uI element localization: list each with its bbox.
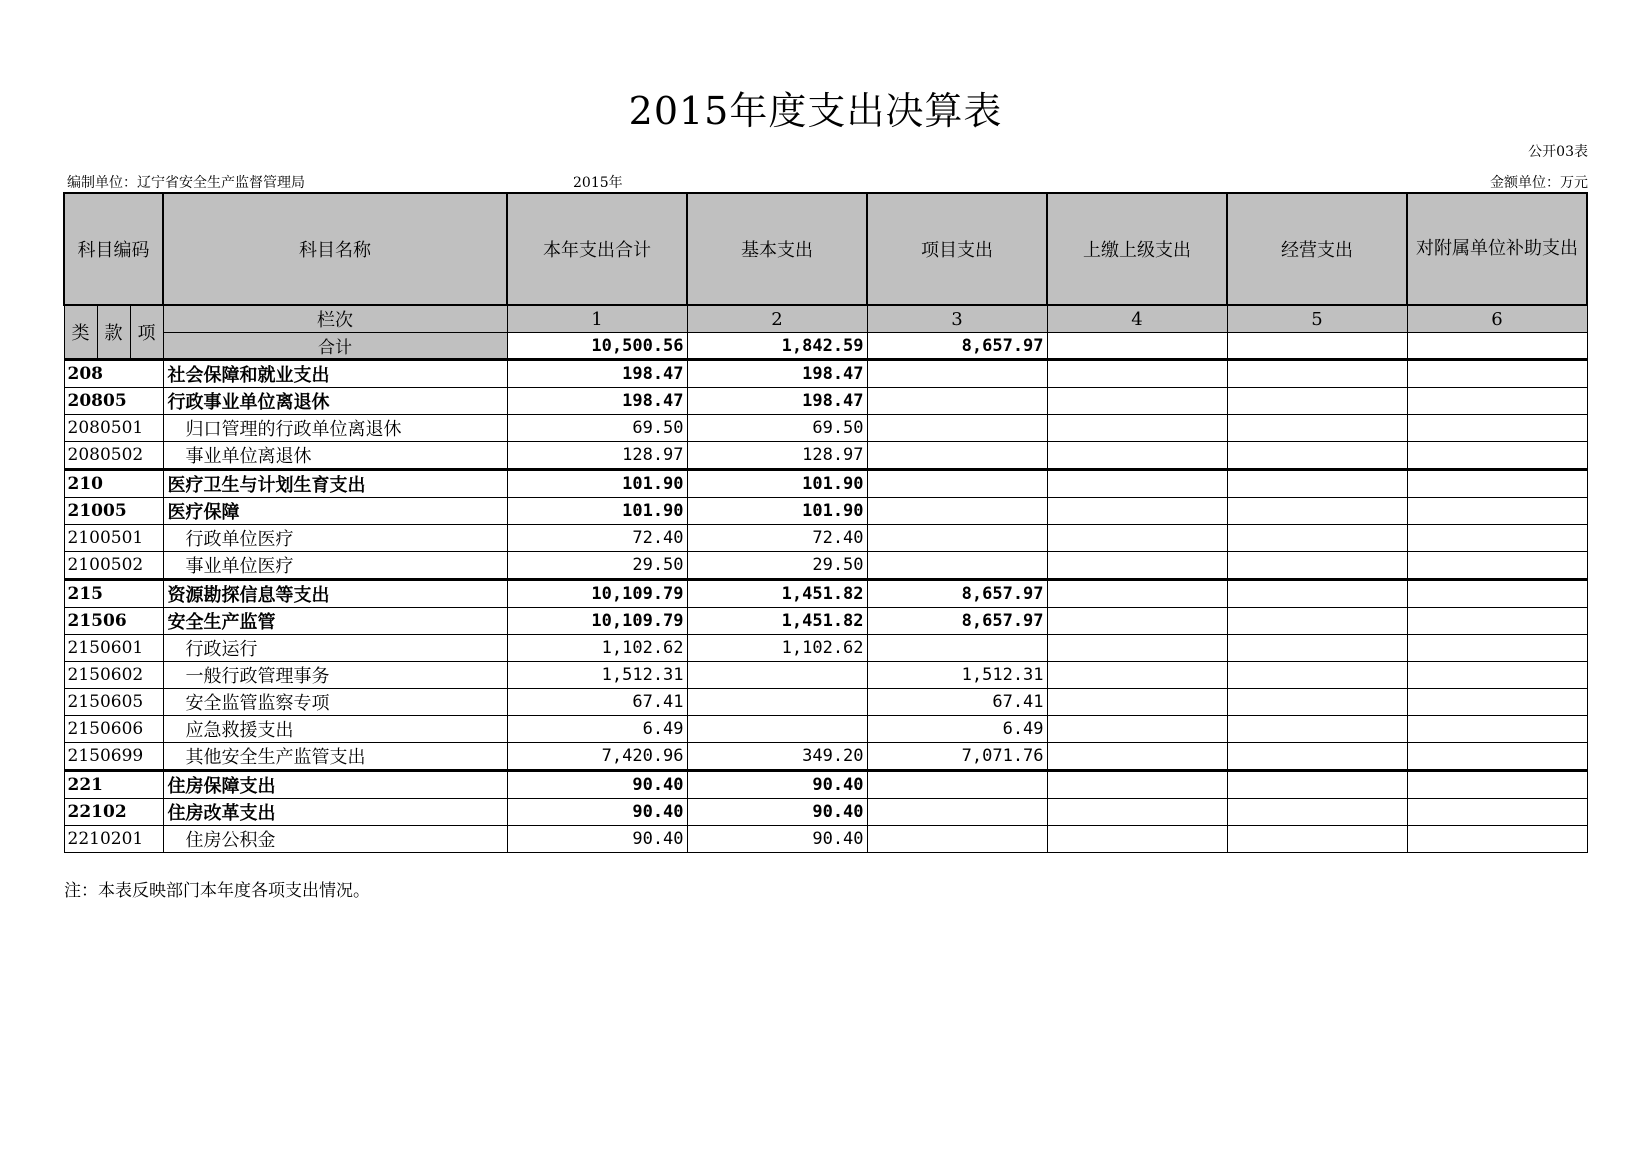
row-code: 2210201 [64,826,163,853]
table-row [64,689,1587,716]
row-value-6 [1407,826,1587,853]
row-name: 社会保障和就业支出 [163,360,507,388]
row-value-1: 1,512.31 [507,662,687,689]
row-value-5 [1227,771,1407,799]
col-num-5: 5 [1227,305,1407,333]
report-year: 2015年 [573,175,623,191]
row-value-2: 1,451.82 [687,608,867,635]
row-value-1: 6.49 [507,716,687,743]
row-name: 资源勘探信息等支出 [163,580,507,608]
row-value-5 [1227,360,1407,388]
row-value-6 [1407,743,1587,771]
row-value-5 [1227,580,1407,608]
row-value-1: 128.97 [507,442,687,470]
row-value-2: 72.40 [687,525,867,552]
row-value-2: 198.47 [687,388,867,415]
row-value-1: 101.90 [507,498,687,525]
total-value-3: 8,657.97 [867,333,1047,360]
row-value-3: 1,512.31 [867,662,1047,689]
row-value-6 [1407,689,1587,716]
row-value-4 [1047,716,1227,743]
row-name: 归口管理的行政单位离退休 [163,415,507,442]
row-value-5 [1227,525,1407,552]
table-row [64,415,1587,442]
row-name: 住房公积金 [163,826,507,853]
row-value-4 [1047,689,1227,716]
total-value-4 [1047,333,1227,360]
row-value-6 [1407,662,1587,689]
row-name: 住房保障支出 [163,771,507,799]
row-value-2: 90.40 [687,826,867,853]
row-value-3 [867,388,1047,415]
row-code: 221 [64,771,163,799]
row-value-2: 69.50 [687,415,867,442]
row-value-6 [1407,716,1587,743]
row-value-3 [867,470,1047,498]
row-value-6 [1407,608,1587,635]
total-value-5 [1227,333,1407,360]
table-row [64,799,1587,826]
row-name: 事业单位离退休 [163,442,507,470]
row-value-4 [1047,442,1227,470]
row-value-1: 90.40 [507,799,687,826]
row-value-3 [867,442,1047,470]
header-col-6: 对附属单位补助支出 [1407,193,1587,305]
row-value-4 [1047,552,1227,580]
row-value-6 [1407,360,1587,388]
row-value-5 [1227,442,1407,470]
row-value-5 [1227,635,1407,662]
row-value-3 [867,552,1047,580]
row-code: 21506 [64,608,163,635]
form-number: 公开03表 [1528,144,1588,160]
row-code: 2150601 [64,635,163,662]
row-value-4 [1047,608,1227,635]
row-value-4 [1047,826,1227,853]
row-value-2 [687,716,867,743]
table-row [64,470,1587,498]
row-value-1: 67.41 [507,689,687,716]
row-value-5 [1227,799,1407,826]
table-body [64,360,1587,853]
row-value-5 [1227,716,1407,743]
compiling-unit: 编制单位：辽宁省安全生产监督管理局 [67,175,305,191]
expenditure-table [63,192,1588,853]
row-value-1: 72.40 [507,525,687,552]
row-value-5 [1227,689,1407,716]
table-row [64,552,1587,580]
row-value-3: 8,657.97 [867,580,1047,608]
row-value-2: 1,451.82 [687,580,867,608]
row-value-4 [1047,525,1227,552]
row-value-4 [1047,635,1227,662]
row-value-6 [1407,525,1587,552]
header-col-5: 经营支出 [1227,193,1407,305]
row-code: 208 [64,360,163,388]
row-value-4 [1047,415,1227,442]
row-value-4 [1047,771,1227,799]
row-value-2: 1,102.62 [687,635,867,662]
row-value-3 [867,525,1047,552]
row-name: 事业单位医疗 [163,552,507,580]
row-code: 20805 [64,388,163,415]
row-value-1: 198.47 [507,360,687,388]
row-value-4 [1047,799,1227,826]
row-value-5 [1227,415,1407,442]
row-code: 2150699 [64,743,163,771]
row-value-1: 10,109.79 [507,608,687,635]
amount-unit: 金额单位：万元 [1490,175,1588,191]
header-lei: 类 [64,305,97,360]
table-row [64,580,1587,608]
row-value-3 [867,360,1047,388]
row-name: 其他安全生产监管支出 [163,743,507,771]
row-value-4 [1047,470,1227,498]
row-value-2: 101.90 [687,470,867,498]
row-value-6 [1407,635,1587,662]
row-code: 2150605 [64,689,163,716]
row-value-2: 198.47 [687,360,867,388]
table-note: 注：本表反映部门本年度各项支出情况。 [64,881,370,901]
row-name: 医疗卫生与计划生育支出 [163,470,507,498]
row-value-6 [1407,470,1587,498]
table-row [64,771,1587,799]
row-value-3: 7,071.76 [867,743,1047,771]
row-code: 2080501 [64,415,163,442]
col-num-4: 4 [1047,305,1227,333]
table-row [64,360,1587,388]
row-value-1: 29.50 [507,552,687,580]
table-row [64,525,1587,552]
row-value-2: 101.90 [687,498,867,525]
table-row [64,442,1587,470]
col-num-2: 2 [687,305,867,333]
total-row [64,333,1587,360]
row-value-5 [1227,826,1407,853]
total-label: 合计 [163,333,507,360]
table-row [64,388,1587,415]
row-name: 应急救援支出 [163,716,507,743]
row-code: 2150602 [64,662,163,689]
row-code: 21005 [64,498,163,525]
row-value-6 [1407,799,1587,826]
header-col-4: 上缴上级支出 [1047,193,1227,305]
table-row [64,498,1587,525]
row-value-4 [1047,388,1227,415]
column-number-row [64,305,1587,333]
row-name: 安全生产监管 [163,608,507,635]
row-code: 2100502 [64,552,163,580]
row-value-2 [687,662,867,689]
table-row [64,743,1587,771]
row-value-1: 69.50 [507,415,687,442]
table-row [64,716,1587,743]
row-value-2: 128.97 [687,442,867,470]
header-col-2: 基本支出 [687,193,867,305]
row-value-3 [867,771,1047,799]
row-name: 行政运行 [163,635,507,662]
row-value-2 [687,689,867,716]
col-num-1: 1 [507,305,687,333]
table-row [64,608,1587,635]
row-value-5 [1227,470,1407,498]
row-value-3 [867,799,1047,826]
row-name: 医疗保障 [163,498,507,525]
row-value-5 [1227,743,1407,771]
row-value-6 [1407,442,1587,470]
row-value-4 [1047,360,1227,388]
table-row [64,662,1587,689]
row-value-6 [1407,415,1587,442]
row-name: 住房改革支出 [163,799,507,826]
total-value-2: 1,842.59 [687,333,867,360]
row-value-6 [1407,498,1587,525]
header-row [64,193,1587,305]
row-value-5 [1227,388,1407,415]
row-value-2: 90.40 [687,799,867,826]
row-value-6 [1407,580,1587,608]
row-value-1: 90.40 [507,826,687,853]
row-value-6 [1407,552,1587,580]
row-value-2: 349.20 [687,743,867,771]
row-value-5 [1227,552,1407,580]
row-value-2: 90.40 [687,771,867,799]
row-name: 一般行政管理事务 [163,662,507,689]
header-col-1: 本年支出合计 [507,193,687,305]
row-name: 行政单位医疗 [163,525,507,552]
header-lanci: 栏次 [163,305,507,333]
row-value-3: 67.41 [867,689,1047,716]
row-value-2: 29.50 [687,552,867,580]
row-value-1: 101.90 [507,470,687,498]
row-code: 215 [64,580,163,608]
col-num-6: 6 [1407,305,1587,333]
row-value-1: 10,109.79 [507,580,687,608]
row-value-4 [1047,743,1227,771]
row-name: 行政事业单位离退休 [163,388,507,415]
row-value-5 [1227,662,1407,689]
row-value-5 [1227,608,1407,635]
row-value-4 [1047,662,1227,689]
row-value-3 [867,498,1047,525]
row-value-3 [867,415,1047,442]
row-code: 210 [64,470,163,498]
row-value-4 [1047,580,1227,608]
row-value-3 [867,635,1047,662]
col-num-3: 3 [867,305,1047,333]
row-code: 22102 [64,799,163,826]
row-code: 2150606 [64,716,163,743]
row-code: 2080502 [64,442,163,470]
table-row [64,635,1587,662]
row-value-3 [867,826,1047,853]
row-value-1: 7,420.96 [507,743,687,771]
row-value-3: 6.49 [867,716,1047,743]
total-value-6 [1407,333,1587,360]
row-value-4 [1047,498,1227,525]
row-value-6 [1407,771,1587,799]
row-code: 2100501 [64,525,163,552]
row-name: 安全监管监察专项 [163,689,507,716]
header-code: 科目编码 [64,193,163,305]
total-value-1: 10,500.56 [507,333,687,360]
row-value-3: 8,657.97 [867,608,1047,635]
row-value-1: 90.40 [507,771,687,799]
header-col-3: 项目支出 [867,193,1047,305]
row-value-1: 198.47 [507,388,687,415]
row-value-5 [1227,498,1407,525]
header-name: 科目名称 [163,193,507,305]
header-kuan: 款 [97,305,130,360]
page-title: 2015年度支出决算表 [628,89,1003,133]
table-row [64,826,1587,853]
row-value-1: 1,102.62 [507,635,687,662]
header-xiang: 项 [130,305,163,360]
row-value-6 [1407,388,1587,415]
